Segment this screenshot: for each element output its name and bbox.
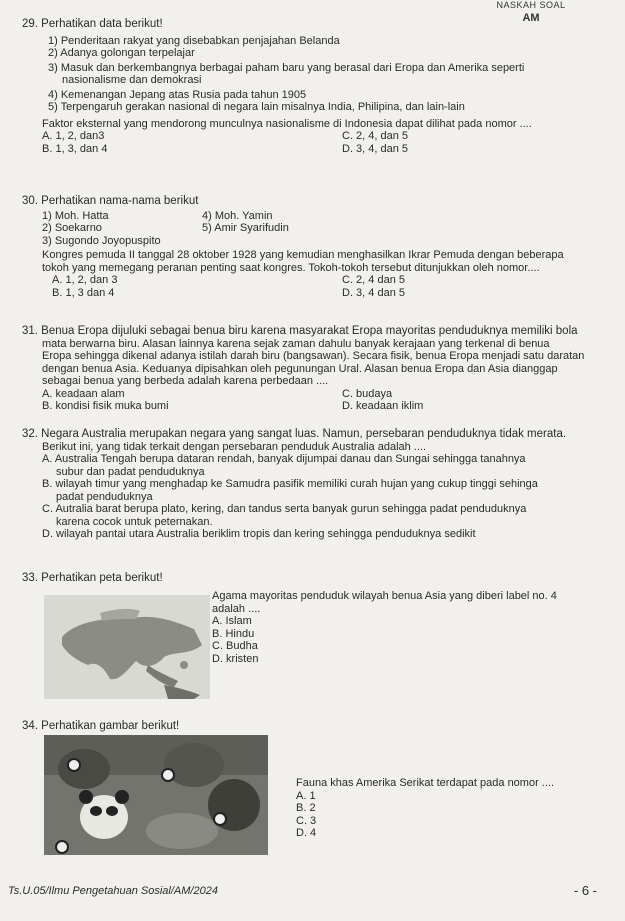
q31-option-d[interactable]: D. keadaan iklim <box>342 400 424 412</box>
q29-item-4: 4) Kemenangan Jepang atas Rusia pada tahun 1905 <box>48 88 307 101</box>
q34-option-a[interactable]: A. 1 <box>296 789 316 802</box>
q34-stem: Fauna khas Amerika Serikat terdapat pada nomor .... <box>296 777 555 789</box>
q33-title: 33. Perhatikan peta berikut! <box>22 572 163 584</box>
q32-line-1: 32. Negara Australia merupakan negara yang sangat luas. Namun, persebaran penduduknya tidak merata. <box>22 428 567 440</box>
q29-option-a[interactable]: A. 1, 2, dan3 <box>42 130 105 142</box>
q32-option-a-cont: subur dan padat penduduknya <box>56 465 205 478</box>
q29-option-b[interactable]: B. 1, 3, dan 4 <box>42 142 108 155</box>
q31-option-c[interactable]: C. budaya <box>342 387 393 400</box>
q30-name-2: 2) Soekarno <box>42 222 102 234</box>
stamp-code: AM <box>522 12 540 24</box>
page-number: - 6 - <box>573 883 597 898</box>
q33-stem-1: Agama mayoritas penduduk wilayah benua Asia yang diberi label no. 4 <box>212 590 557 602</box>
q34-option-b[interactable]: B. 2 <box>296 802 316 814</box>
q33-option-c[interactable]: C. Budha <box>212 640 258 652</box>
q31-line-4: dengan benua Asia. Keduanya dipisahkan oleh pegunungan Ural. Alasan benua Eropa dan Asia dianggap <box>42 362 558 375</box>
question-30-title: 30. Perhatikan nama-nama berikut <box>22 195 199 207</box>
q30-stem-2: tokoh yang memegang peranan penting saat kongres. Tokoh-tokoh tersebut ditunjukkan oleh nomor.... <box>42 261 540 274</box>
q29-option-c[interactable]: C. 2, 4, dan 5 <box>342 130 409 142</box>
q32-option-c-cont: karena cocok untuk peternakan. <box>56 515 213 528</box>
q29-option-d[interactable]: D. 3, 4, dan 5 <box>342 142 409 155</box>
question-33 <box>212 590 612 665</box>
stamp-label: NASKAH SOAL <box>496 0 566 10</box>
q29-prompt: Faktor eksternal yang mendorong munculnya nasionalisme di Indonesia dapat dilihat pada nomor .... <box>42 117 532 130</box>
q30-option-d[interactable]: D. 3, 4 dan 5 <box>342 286 405 299</box>
question-32 <box>22 428 612 541</box>
q29-item-1: 1) Penderitaan rakyat yang disebabkan penjajahan Belanda <box>48 34 340 47</box>
q30-name-5: 5) Amir Syarifudin <box>202 222 289 234</box>
q34-title: 34. Perhatikan gambar berikut! <box>22 720 180 732</box>
q31-option-b[interactable]: B. kondisi fisik muka bumi <box>42 400 169 412</box>
question-31 <box>22 325 612 413</box>
asia-map-image <box>44 595 210 699</box>
q31-line-2: mata berwarna biru. Alasan lainnya karena sejak zaman dahulu banyak kerajaan yang terkenal di benua <box>42 337 550 350</box>
question-29 <box>22 18 602 155</box>
q32-option-b[interactable]: B. wilayah timur yang menghadap ke Samudra pasifik memiliki curah hujan yang cukup tinggi sehinga <box>42 478 538 490</box>
q30-option-c[interactable]: C. 2, 4 dan 5 <box>342 274 405 286</box>
question-30 <box>22 195 602 299</box>
q30-stem-1: Kongres pemuda II tanggal 28 oktober 1928 yang kemudian menghasilkan Ikrar Pemuda dengan beberapa <box>42 249 564 261</box>
q34-option-d[interactable]: D. 4 <box>296 827 317 839</box>
q33-option-d[interactable]: D. kristen <box>212 652 259 665</box>
q31-line-5: sebagai benua yang berbeda adalah karena perbedaan .... <box>42 375 329 387</box>
q33-option-a[interactable]: A. Islam <box>212 615 252 627</box>
q30-name-3: 3) Sugondo Joyopuspito <box>42 234 161 247</box>
question-34 <box>296 777 596 840</box>
fauna-graphic <box>44 735 268 855</box>
q30-name-1: 1) Moh. Hatta <box>42 209 109 222</box>
q30-option-b[interactable]: B. 1, 3 dan 4 <box>52 286 115 299</box>
fauna-photo <box>44 735 268 855</box>
q30-name-4: 4) Moh. Yamin <box>202 209 273 222</box>
q32-option-b-cont: padat penduduknya <box>56 490 153 503</box>
q33-option-b[interactable]: B. Hindu <box>212 627 255 640</box>
q32-line-2: Berikut ini, yang tidak terkait dengan persebaran penduduk Australia adalah .... <box>42 440 427 453</box>
q34-option-c[interactable]: C. 3 <box>296 814 317 827</box>
q30-option-a[interactable]: A. 1, 2, dan 3 <box>52 274 118 286</box>
map-graphic <box>44 595 210 699</box>
question-29-title: 29. Perhatikan data berikut! <box>22 18 163 30</box>
q32-option-c[interactable]: C. Autralia barat berupa plato, kering, dan tandus serta banyak gurun sehingga padat penduduknya <box>42 503 527 515</box>
q29-item-5: 5) Terpengaruh gerakan nasional di negara lain misalnya India, Philipina, dan lain-lain <box>48 101 465 113</box>
q29-item-3-cont: nasionalisme dan demokrasi <box>62 74 202 86</box>
q32-option-d[interactable]: D. wilayah pantai utara Australia beriklim tropis dan kering sehingga penduduknya sedikit <box>42 528 476 540</box>
q33-stem-2: adalah .... <box>212 602 261 615</box>
footer-course: Ts.U.05/Ilmu Pengetahuan Sosial/AM/2024 <box>8 885 218 897</box>
q31-line-1: 31. Benua Eropa dijuluki sebagai benua biru karena masyarakat Eropa mayoritas penduduknya memiliki bola <box>22 325 578 337</box>
q29-item-2: 2) Adanya golongan terpelajar <box>48 47 195 59</box>
q32-option-a[interactable]: A. Australia Tengah berupa dataran rendah, banyak dijumpai danau dan Sungai sehingga tanahnya <box>42 453 526 465</box>
q31-option-a[interactable]: A. keadaan alam <box>42 387 125 400</box>
q29-item-3: 3) Masuk dan berkembangnya berbagai paham baru yang berasal dari Eropa dan Amerika seperti <box>48 61 525 74</box>
q31-line-3: Eropa sehingga dikenal adanya istilah darah biru (bangsawan). Secara fisik, benua Eropa menjadi satu daratan <box>42 350 585 362</box>
